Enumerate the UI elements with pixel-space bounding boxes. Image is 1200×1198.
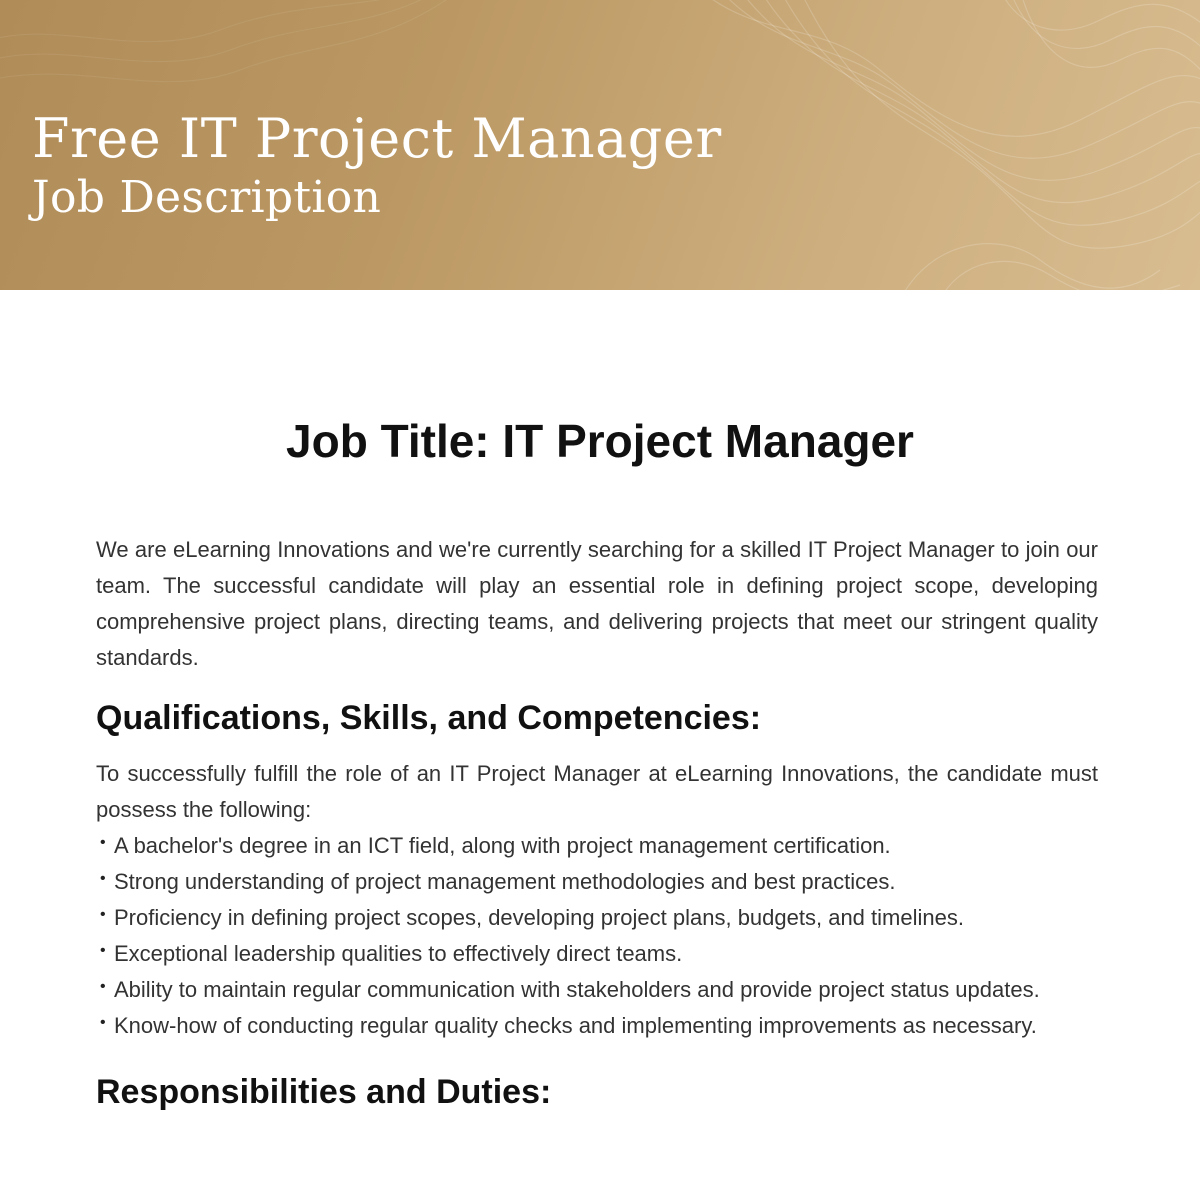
list-item-text: Know-how of conducting regular quality checks and implementing improvements as necessary. xyxy=(114,1013,1037,1038)
bullet-icon: • xyxy=(100,870,106,887)
list-item-text: Ability to maintain regular communication with stakeholders and provide project status updates. xyxy=(114,977,1040,1002)
intro-paragraph: We are eLearning Innovations and we're currently searching for a skilled IT Project Manager to join our team. The successful candidate will play an essential role in defining project scope, developing comprehensive project plans, directing teams, and delivering projects that meet our stringent quality standards. xyxy=(96,537,1098,670)
bullet-icon: • xyxy=(100,1014,106,1031)
qualifications-list xyxy=(96,828,1078,1044)
bullet-icon: • xyxy=(100,978,106,995)
banner-title-line1: Free IT Project Manager xyxy=(32,107,722,170)
qualifications-heading: Qualifications, Skills, and Competencies: xyxy=(96,699,762,737)
banner-title-line2: Job Description xyxy=(32,172,382,223)
list-item xyxy=(96,1008,1078,1044)
document-body xyxy=(96,532,1098,1112)
list-item xyxy=(96,900,1078,936)
bullet-icon: • xyxy=(100,906,106,923)
qualifications-intro: To successfully fulfill the role of an IT Project Manager at eLearning Innovations, the candidate must possess the following: xyxy=(96,761,1098,822)
list-item xyxy=(96,828,1078,864)
list-item-text: Proficiency in defining project scopes, developing project plans, budgets, and timelines. xyxy=(114,905,964,930)
list-item-text: A bachelor's degree in an ICT field, along with project management certification. xyxy=(114,833,891,858)
header-banner xyxy=(0,0,1200,290)
list-item xyxy=(96,864,1078,900)
job-title-heading: Job Title: IT Project Manager xyxy=(286,415,914,467)
list-item xyxy=(96,936,1078,972)
bullet-icon: • xyxy=(100,834,106,851)
list-item xyxy=(96,972,1078,1008)
bullet-icon: • xyxy=(100,942,106,959)
banner-title xyxy=(32,107,722,223)
list-item-text: Strong understanding of project management methodologies and best practices. xyxy=(114,869,896,894)
list-item-text: Exceptional leadership qualities to effectively direct teams. xyxy=(114,941,683,966)
responsibilities-heading: Responsibilities and Duties: xyxy=(96,1073,552,1111)
